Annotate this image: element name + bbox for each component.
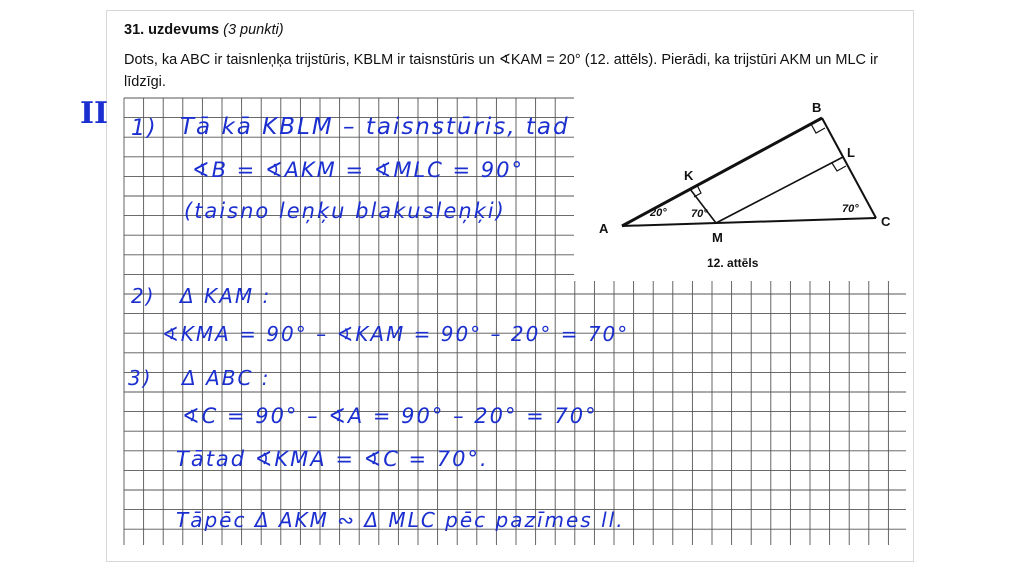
segment-bl bbox=[822, 118, 843, 157]
task-number: 31. uzdevums bbox=[124, 22, 220, 38]
angle-label-a: 20° bbox=[650, 207, 667, 219]
right-angle-mark-l bbox=[832, 163, 846, 171]
vertex-label-c: C bbox=[881, 214, 891, 229]
step-3-line-1: Δ ABC : bbox=[182, 366, 271, 390]
angle-label-c: 70° bbox=[842, 203, 859, 215]
conclusion-line: Tāpēc Δ AKM ∾ Δ MLC pēc pazīmes ll. bbox=[176, 508, 625, 532]
task-statement-line-2: līdzīgi. bbox=[124, 74, 166, 90]
step-3-number: 3) bbox=[128, 366, 153, 390]
step-2-number: 2) bbox=[131, 284, 156, 308]
segment-ml bbox=[716, 157, 843, 223]
step-2-line-1: Δ KAM : bbox=[180, 284, 272, 308]
step-1-number: 1) bbox=[131, 116, 158, 141]
step-3-line-3: Tātad ∢KMA = ∢C = 70°. bbox=[176, 447, 489, 471]
right-angle-mark-b bbox=[811, 124, 825, 133]
step-3-line-2: ∢C = 90° – ∢A = 90° – 20° = 70° bbox=[182, 404, 598, 428]
step-1-line-2: ∢B = ∢AKM = ∢MLC = 90° bbox=[192, 158, 524, 182]
vertex-label-k: K bbox=[684, 168, 694, 183]
step-2-line-2: ∢KMA = 90° – ∢KAM = 90° – 20° = 70° bbox=[162, 322, 630, 346]
vertex-label-b: B bbox=[812, 100, 822, 115]
step-1-line-3: (taisno leņķu blakusleņķi) bbox=[184, 199, 506, 223]
task-statement-line-1: Dots, ka ABC ir taisnleņķa trijstūris, KBLM ir taisnstūris un ∢KAM = 20° (12. attēls). Pierādi, ka trijstūri AKM un MLC ir bbox=[124, 52, 879, 68]
step-1-line-1: Tā kā KBLM – taisnstūris, tad bbox=[180, 114, 570, 140]
side-ac bbox=[622, 218, 876, 226]
vertex-label-a: A bbox=[599, 221, 609, 236]
vertex-label-l: L bbox=[847, 145, 855, 160]
task-points: (3 punkti) bbox=[223, 22, 284, 38]
part-number: II bbox=[80, 96, 109, 131]
figure-caption: 12. attēls bbox=[707, 256, 759, 270]
angle-label-kma: 70° bbox=[691, 208, 708, 220]
vertex-label-m: M bbox=[712, 230, 723, 245]
